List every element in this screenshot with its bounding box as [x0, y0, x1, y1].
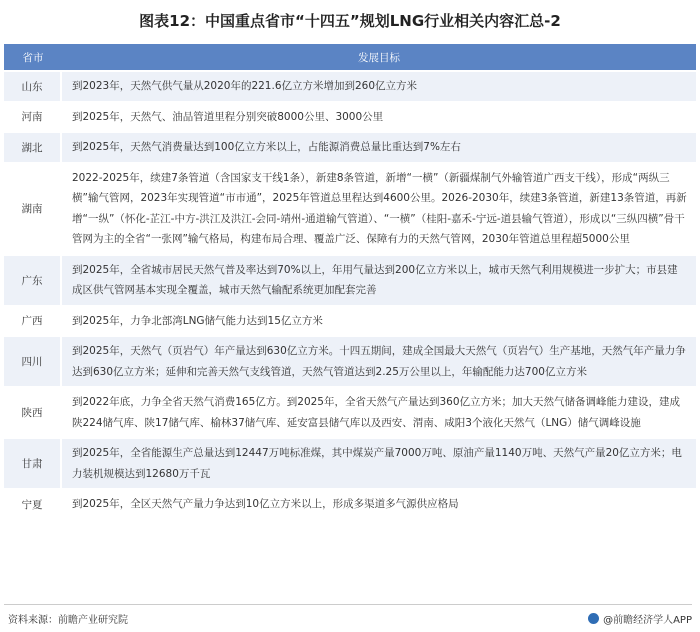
table-row	[4, 72, 696, 101]
province-cell: 四川	[4, 337, 62, 386]
table-row	[4, 388, 696, 437]
page-title: 图表12：中国重点省市“十四五”规划LNG行业相关内容汇总-2	[139, 12, 561, 30]
province-cell: 甘肃	[4, 439, 62, 488]
goal-cell: 到2023年，天然气供气量从2020年的221.6亿立方米增加到260亿立方米	[62, 72, 696, 101]
table-row	[4, 103, 696, 132]
province-cell: 河南	[4, 103, 62, 132]
column-header-province: 省市	[4, 44, 62, 70]
province-cell: 广西	[4, 307, 62, 336]
table-row	[4, 164, 696, 254]
province-cell: 山东	[4, 72, 62, 101]
goals-table	[4, 42, 696, 521]
goal-cell: 到2025年，全省能源生产总量达到12447万吨标准煤，其中煤炭产量7000万吨、原油产量1140万吨、天然气产量20亿立方米；电力装机规模达到12680万千瓦	[62, 439, 696, 488]
goal-cell: 到2025年，天然气（页岩气）年产量达到630亿立方米。十四五期间，建成全国最大天然气（页岩气）生产基地，天然气年产量力争达到630亿立方米；延伸和完善天然气支线管道，天然气管道达到2.25万公里以上，年输配能力达700亿立方米	[62, 337, 696, 386]
province-cell: 湖南	[4, 164, 62, 254]
table-header-row	[4, 44, 696, 70]
province-cell: 广东	[4, 256, 62, 305]
brand-logo-icon	[588, 613, 599, 624]
province-cell: 宁夏	[4, 490, 62, 519]
table-row	[4, 307, 696, 336]
table-row	[4, 337, 696, 386]
goal-cell: 到2025年，力争北部湾LNG储气能力达到15亿立方米	[62, 307, 696, 336]
goal-cell: 到2025年，全区天然气产量力争达到10亿立方米以上，形成多渠道多气源供应格局	[62, 490, 696, 519]
goal-cell: 到2022年底，力争全省天然气消费165亿方。到2025年，全省天然气产量达到360亿立方米；加大天然气储备调峰能力建设，建成陕224储气库、陕17储气库、榆林37储气库、延安富县储气库以及西安、渭南、咸阳3个液化天然气（LNG）储气调峰设施	[62, 388, 696, 437]
table-row	[4, 439, 696, 488]
table-row	[4, 490, 696, 519]
column-header-goal: 发展目标	[62, 44, 696, 70]
goal-cell: 到2025年，天然气消费量达到100亿立方米以上，占能源消费总量比重达到7%左右	[62, 133, 696, 162]
province-cell: 湖北	[4, 133, 62, 162]
brand-credit	[588, 611, 692, 626]
table-row	[4, 133, 696, 162]
source-note: 资料来源：前瞻产业研究院	[8, 615, 128, 626]
province-cell: 陕西	[4, 388, 62, 437]
goal-cell: 到2025年，全省城市居民天然气普及率达到70%以上，年用气量达到200亿立方米以上，城市天然气利用规模进一步扩大；市县建成区供气管网基本实现全覆盖，城市天然气输配系统更加配套完善	[62, 256, 696, 305]
goal-cell: 到2025年，天然气、油品管道里程分别突破8000公里、3000公里	[62, 103, 696, 132]
goal-cell: 2022-2025年，续建7条管道（含国家支干线1条），新建8条管道，新增“一横”（新疆煤制气外输管道广西支干线），形成“两纵三横”输气管网，2023年实现管道“市市通”，2025年管道总里程达到4600公里。2026-2030年，续建3条管道，新建13条管道，再新增“一纵”（怀化-芷江-中方-洪江及洪江-会同-靖州-通道输气管道）、“一横”（桂阳-嘉禾-宁远-道县输气管道），形成以“三纵四横”骨干管网为主的全省“一张网”输气格局，构建布局合理、覆盖广泛、保障有力的天然气管网，2030年管道总里程超5000公里	[62, 164, 696, 254]
table-row	[4, 256, 696, 305]
brand-text: @前瞻经济学人APP	[603, 615, 692, 626]
footer	[4, 604, 692, 627]
